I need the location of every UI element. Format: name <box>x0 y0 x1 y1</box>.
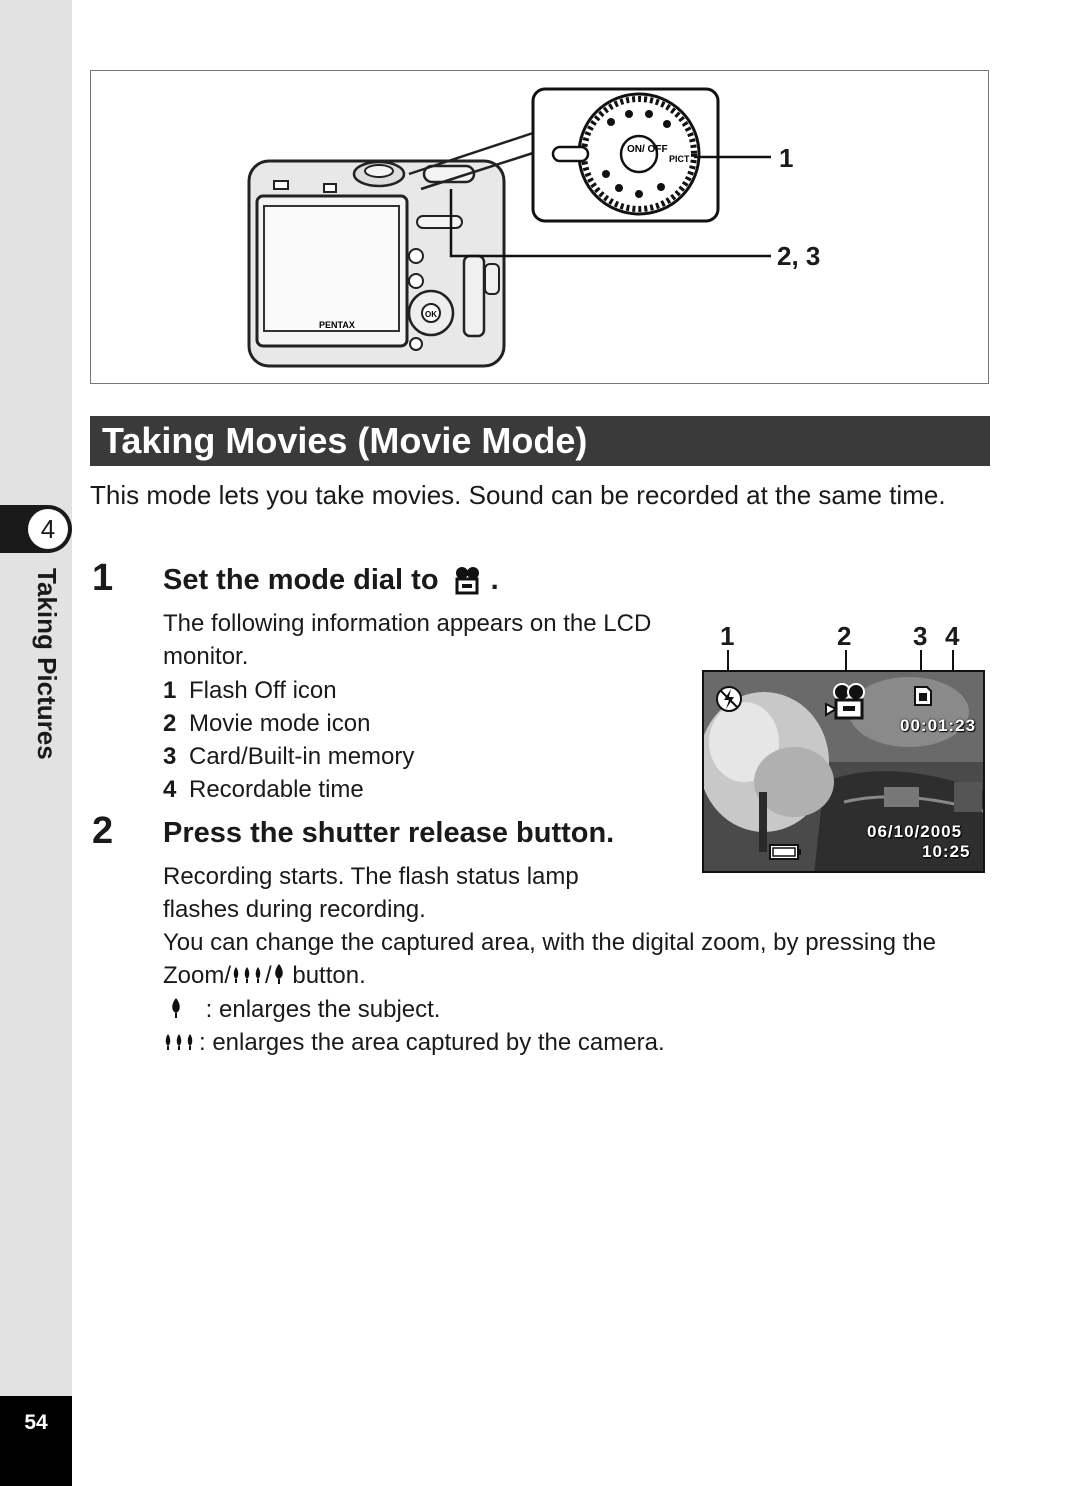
lcd-legend <box>163 674 414 806</box>
step-1-heading-end: . <box>490 564 499 596</box>
list-item: 2 Movie mode icon <box>163 710 371 737</box>
movie-mode-icon <box>824 682 868 727</box>
section-intro: This mode lets you take movies. Sound can be recorded at the same time. <box>90 480 946 510</box>
section-banner <box>90 416 990 466</box>
chapter-title-vertical <box>22 568 62 788</box>
movie-mode-icon <box>451 565 483 603</box>
tele-icon <box>163 995 199 1028</box>
page-number: 54 <box>0 1396 72 1486</box>
svg-text:ON/ OFF: ON/ OFF <box>627 144 668 155</box>
lcd-label-1: 1 <box>720 621 735 651</box>
step-1-intro: The following information appears on the LCD monitor. <box>163 610 652 670</box>
wide-icon <box>231 961 265 994</box>
list-item: 3 Card/Built-in memory <box>163 743 415 770</box>
step-1-number: 1 <box>92 557 114 599</box>
lcd-label-2: 2 <box>837 621 852 651</box>
shutter-callout: 2, 3 <box>777 241 821 271</box>
camera-figure <box>90 70 989 384</box>
chapter-title: Taking Pictures <box>32 568 62 760</box>
battery-icon <box>768 843 802 866</box>
lcd-date: 06/10/2005 <box>867 822 963 841</box>
chapter-number: 4 <box>28 509 68 549</box>
lcd-recordable-time: 00:01:23 <box>900 716 977 735</box>
svg-text:PENTAX: PENTAX <box>319 320 355 330</box>
svg-text:OK: OK <box>425 310 437 319</box>
step-2-text-1: Recording starts. The flash status lamp flashes during recording. <box>163 863 579 923</box>
section-title: Taking Movies (Movie Mode) <box>102 420 588 461</box>
tele-description: : enlarges the subject. <box>163 993 440 1028</box>
step-2-text-2: You can change the captured area, with the digital zoom, by pressing the Zoom/ / button. <box>163 926 993 994</box>
lcd-label-3: 3 <box>913 621 928 651</box>
wide-description: : enlarges the area captured by the camera. <box>163 1026 665 1061</box>
svg-text:PICT: PICT <box>669 154 690 164</box>
list-item: 4 Recordable time <box>163 776 364 803</box>
chapter-tab <box>0 505 72 553</box>
lcd-label-4: 4 <box>945 621 960 651</box>
camera-illustration <box>91 71 987 382</box>
step-1-heading-text: Set the mode dial to <box>163 564 439 596</box>
step-1-heading <box>163 564 499 603</box>
card-icon <box>913 685 933 712</box>
tele-icon <box>272 961 286 994</box>
list-item: 1 Flash Off icon <box>163 677 337 704</box>
wide-icon <box>163 1028 199 1061</box>
dial-callout: 1 <box>779 143 794 173</box>
lcd-time: 10:25 <box>922 842 971 861</box>
step-2-number: 2 <box>92 810 114 852</box>
lcd-preview <box>702 670 985 873</box>
step-2-heading: Press the shutter release button. <box>163 817 615 849</box>
flash-off-icon <box>714 684 744 719</box>
